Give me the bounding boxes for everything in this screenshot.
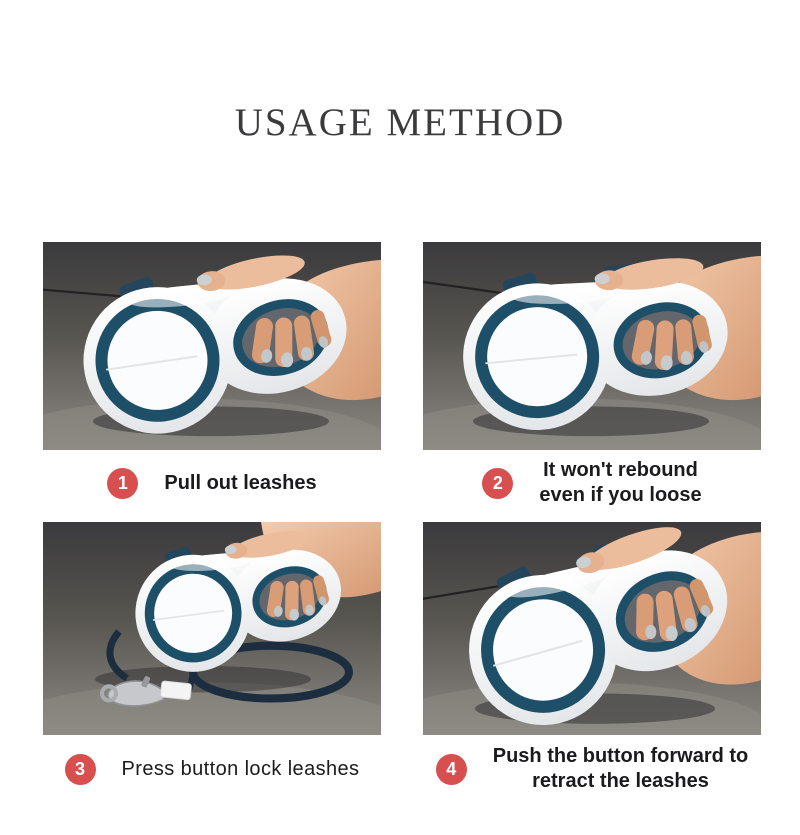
- step-2-caption-text: [539, 458, 701, 508]
- step-4-caption-text: [493, 744, 749, 794]
- caption-line: retract the leashes: [532, 770, 709, 792]
- step-3-caption-text: [122, 757, 360, 782]
- step-2-photo: [423, 242, 761, 450]
- step-1-caption-text: [164, 471, 316, 496]
- step-4-caption: [423, 742, 761, 796]
- step-2-caption: [423, 456, 761, 510]
- step-3-photo-illustration: [43, 522, 381, 735]
- step-1-number-badge: 1: [107, 468, 138, 499]
- step-4-photo: [423, 522, 761, 735]
- caption-line: Pull out leashes: [164, 471, 317, 494]
- step-3-photo: [43, 522, 381, 735]
- page-title: USAGE METHOD: [234, 101, 566, 144]
- step-1-photo: [43, 242, 381, 450]
- step-4-photo-illustration: [423, 522, 761, 735]
- caption-line: Press button lock leashes: [121, 757, 360, 780]
- step-1-caption: [43, 456, 381, 510]
- caption-line: Push the button forward to: [492, 745, 749, 767]
- step-3-caption: [43, 742, 381, 796]
- caption-line: It won't rebound: [543, 459, 698, 481]
- step-3-number-badge: 3: [65, 754, 96, 785]
- caption-line: even if you loose: [539, 484, 702, 506]
- step-2-photo-illustration: [423, 242, 761, 450]
- step-2-number-badge: 2: [482, 468, 513, 499]
- step-4-number-badge: 4: [436, 754, 467, 785]
- step-1-photo-illustration: [43, 242, 381, 450]
